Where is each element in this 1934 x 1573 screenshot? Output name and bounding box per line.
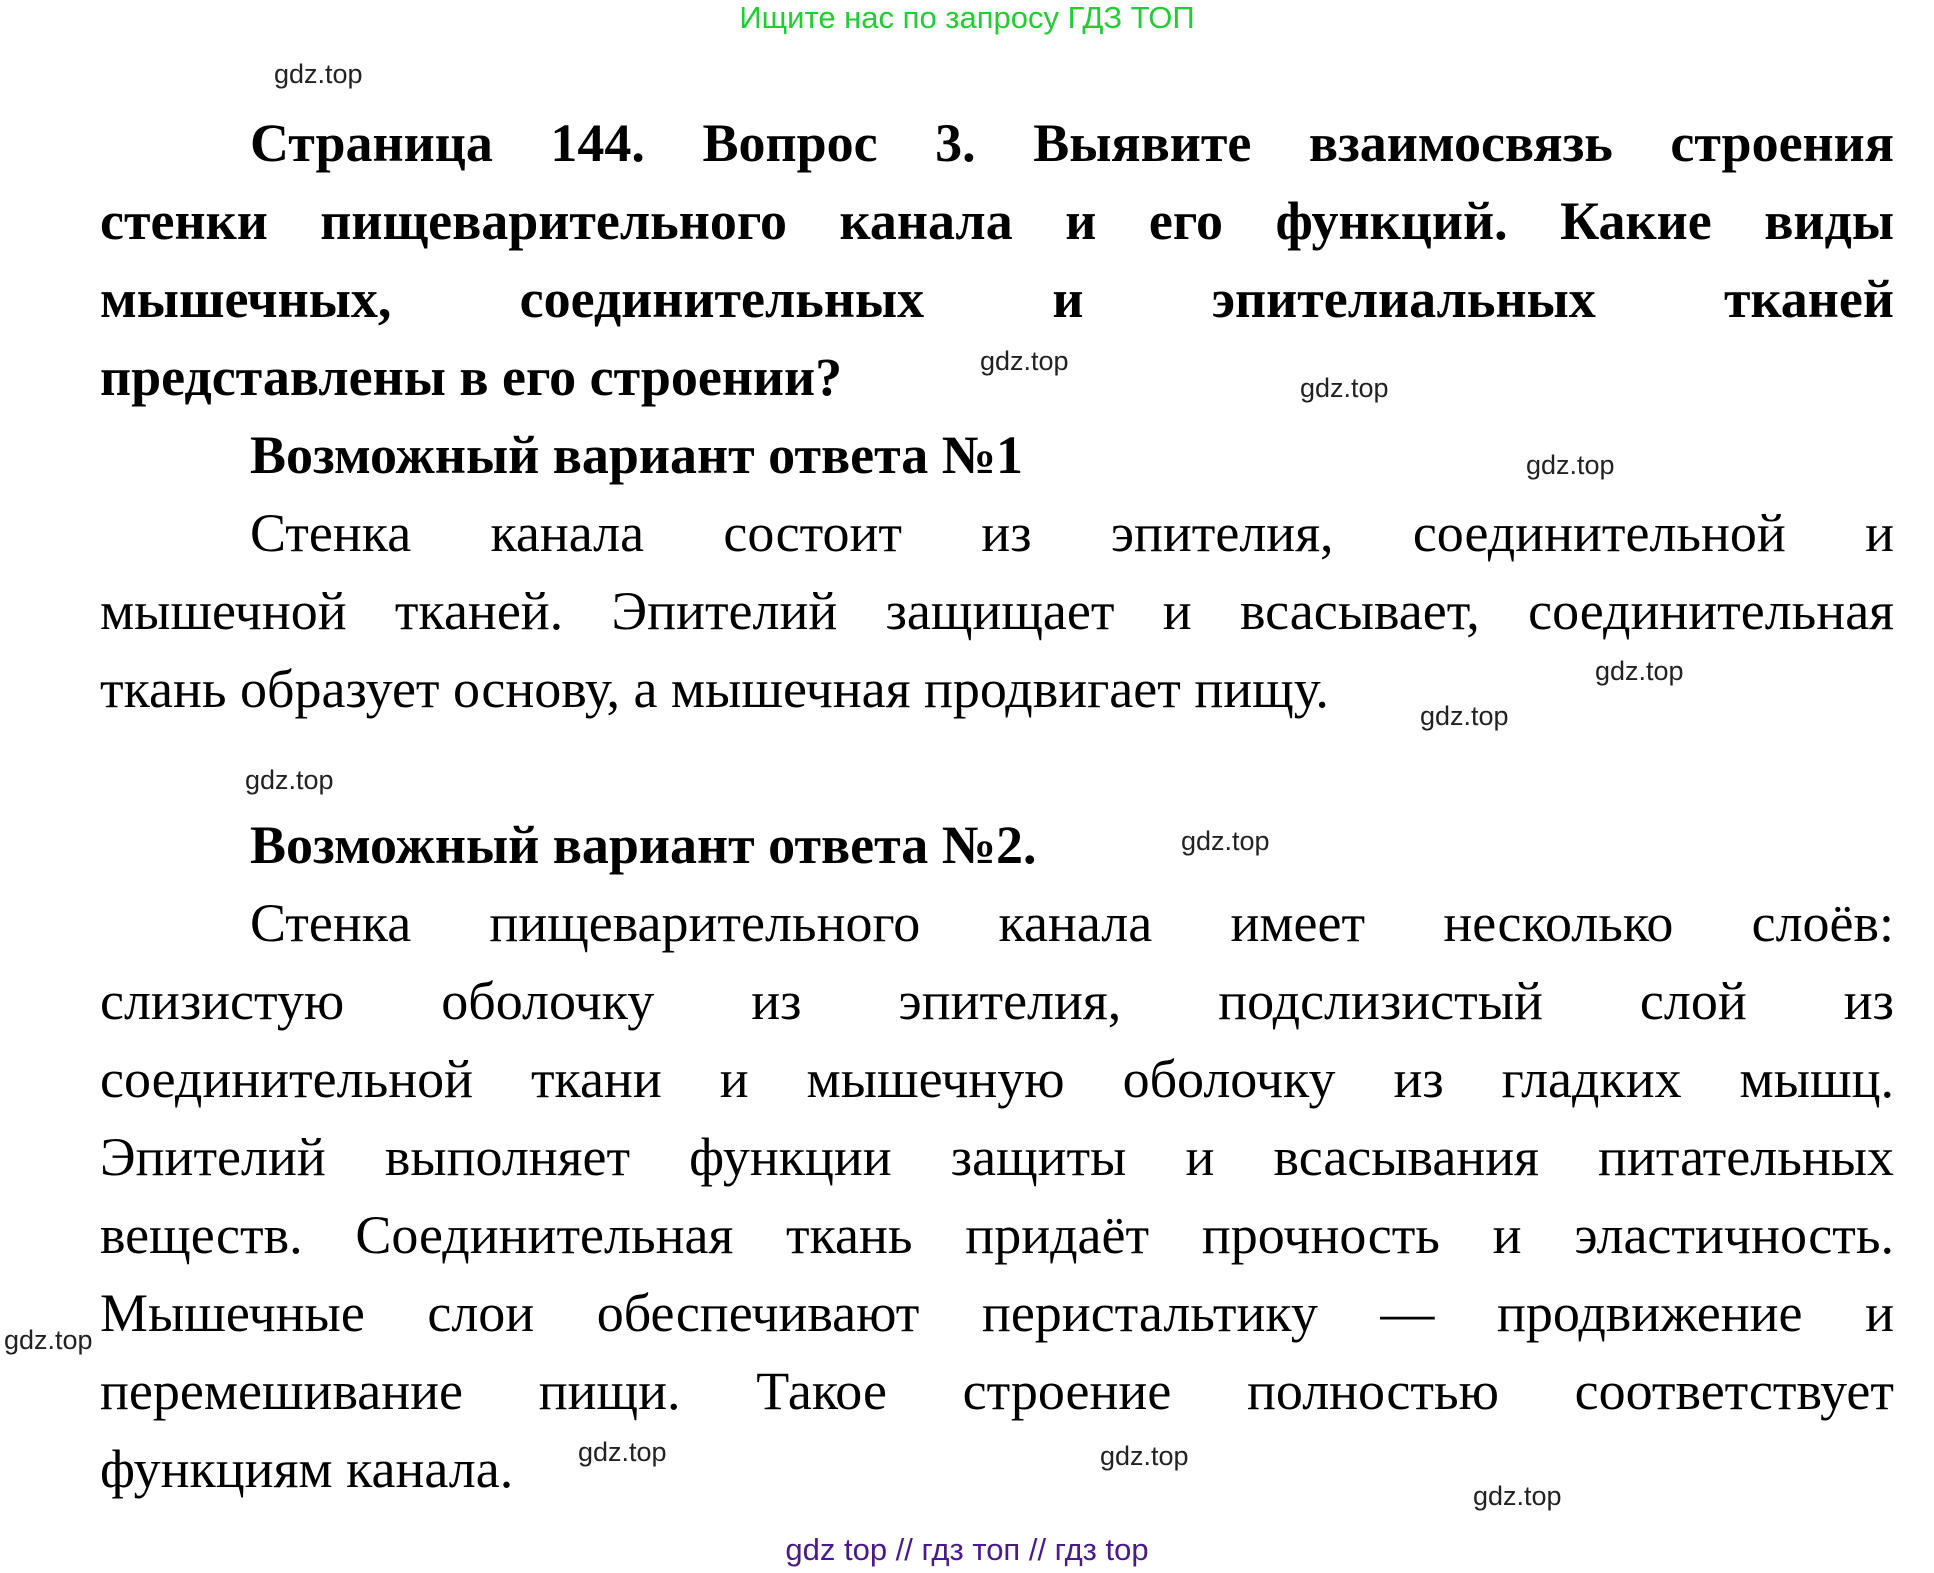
watermark: gdz.top bbox=[245, 765, 334, 795]
watermark: gdz.top bbox=[980, 346, 1069, 376]
watermark: gdz.top bbox=[1100, 1441, 1189, 1471]
watermark: gdz.top bbox=[1595, 656, 1684, 686]
watermark: gdz.top bbox=[1181, 826, 1270, 856]
watermark: gdz.top bbox=[1526, 450, 1615, 480]
answer1-line: мышечной тканей. Эпителий защищает и всасывает, соединительная bbox=[100, 581, 1894, 641]
answer1-heading: Возможный вариант ответа №1 bbox=[250, 425, 1024, 485]
answer1-line: Стенка канала состоит из эпителия, соединительной и bbox=[250, 503, 1894, 563]
watermark: gdz.top bbox=[1300, 373, 1389, 403]
watermark: gdz.top bbox=[4, 1325, 93, 1355]
search-banner: Ищите нас по запросу ГДЗ ТОП bbox=[739, 0, 1195, 35]
question-line-3: мышечных, соединительных и эпителиальных тканей bbox=[100, 269, 1894, 329]
answer2-line: Эпителий выполняет функции защиты и всасывания питательных bbox=[100, 1127, 1894, 1187]
answer2-line: Стенка пищеварительного канала имеет несколько слоёв: bbox=[250, 893, 1894, 953]
answer2-line: функциям канала. bbox=[100, 1439, 514, 1499]
answer2-line: соединительной ткани и мышечную оболочку из гладких мышц. bbox=[100, 1049, 1894, 1109]
watermark: gdz.top bbox=[1420, 701, 1509, 731]
footer-links: gdz top // гдз топ // гдз top bbox=[785, 1532, 1149, 1567]
answer2-line: Мышечные слои обеспечивают перистальтику — продвижение и bbox=[100, 1283, 1894, 1343]
watermark: gdz.top bbox=[578, 1437, 667, 1467]
watermark: gdz.top bbox=[274, 59, 363, 89]
question-line-2: стенки пищеварительного канала и его функций. Какие виды bbox=[100, 191, 1894, 251]
answer2-heading: Возможный вариант ответа №2. bbox=[250, 815, 1037, 875]
question-line-1: Страница 144. Вопрос 3. Выявите взаимосвязь строения bbox=[250, 113, 1894, 173]
answer2-line: веществ. Соединительная ткань придаёт прочность и эластичность. bbox=[100, 1205, 1894, 1265]
watermark: gdz.top bbox=[1473, 1481, 1562, 1511]
question-line-4: представлены в его строении? bbox=[100, 347, 843, 407]
answer1-line: ткань образует основу, а мышечная продвигает пищу. bbox=[100, 659, 1329, 719]
answer2-line: перемешивание пищи. Такое строение полностью соответствует bbox=[100, 1361, 1894, 1421]
answer2-line: слизистую оболочку из эпителия, подслизистый слой из bbox=[100, 971, 1894, 1031]
